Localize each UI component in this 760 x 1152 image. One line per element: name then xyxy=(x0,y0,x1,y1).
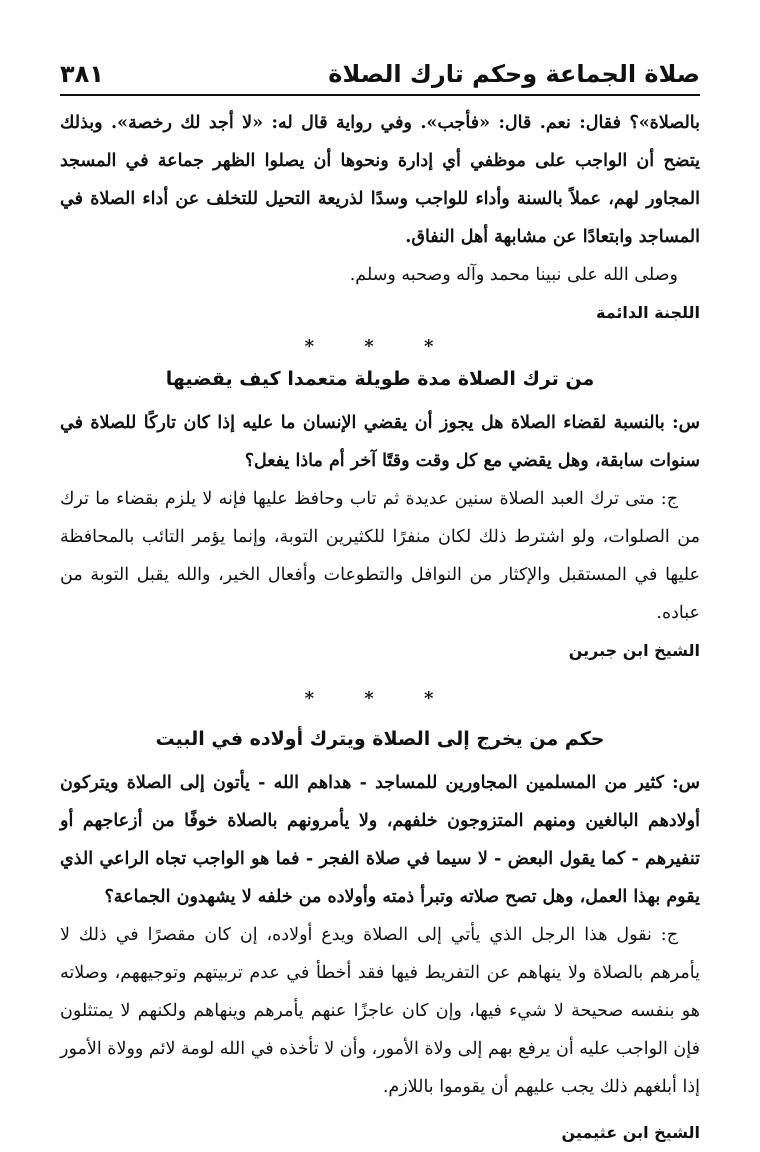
answer-paragraph: ج: نقول هذا الرجل الذي يأتي إلى الصلاة ويدع أولاده، إن كان مقصرًا في ذلك لا يأمرهم بالصلاة ولا ينهاهم عن التفريط فيها فقد أخطأ في عدم تربيتهم وتوجيههم، وصلاته هو بنفسه صحيحة لا شيء فيها، وإن كان عاجزًا عنهم يأمرهم وينهاهم ولكنهم لا يمتثلون فإن الواجب عليه أن يرفع بهم إلى ولاة الأمور، وأن لا تأخذه في الله لومة لائم وولاة الأمور إذا أبلغهم ذلك يجب عليهم أن يقوموا باللازم. xyxy=(60,925,700,1097)
section-heading: من ترك الصلاة مدة طويلة متعمدا كيف يقضيها xyxy=(165,368,595,390)
closing-prayer: وصلى الله على نبينا محمد وآله وصحبه وسلم. xyxy=(349,265,678,285)
book-page xyxy=(60,48,700,1152)
answer-paragraph: ج: متى ترك العبد الصلاة سنين عديدة ثم تاب وحافظ عليها فإنه لا يلزم بقضاء ما ترك من الصلوات، ولو اشترط ذلك لكان منفرًا للكثيرين التوبة، وإنما يؤمر التائب بالمحافظة عليها في المستقبل والإكثار من النوافل والتطوعات وأفعال الخير، والله يقبل التوبة من عباده. xyxy=(60,489,700,623)
section-separator: * * * xyxy=(304,688,456,709)
signature-ibn-uthaymeen: الشيخ ابن عثيمين xyxy=(561,1123,700,1142)
section-heading: حكم من يخرج إلى الصلاة ويترك أولاده في البيت xyxy=(155,728,605,750)
signature-ibn-jibreen: الشيخ ابن جبرين xyxy=(568,641,700,660)
page-header xyxy=(60,48,700,88)
question-paragraph: س: كثير من المسلمين المجاورين للمساجد - هداهم الله - يأتون إلى الصلاة ويتركون أولادهم البالغين ومنهم المتزوجون خلفهم، ولا يأمرونهم بالصلاة خوفًا من أزعاجهم أو تنفيرهم - كما يقول البعض - لا سيما في صلاة الفجر - فما هو الواجب تجاه الراعي الذي يقوم بهذا العمل، وهل تصح صلاته وتبرأ ذمته وأولاده من خلفه لا يشهدون الجماعة؟ xyxy=(60,773,700,907)
signature-committee: اللجنة الدائمة xyxy=(595,303,700,322)
section-separator: * * * xyxy=(304,336,456,357)
fatwa-paragraph: بالصلاة»؟ فقال: نعم. قال: «فأجب». وفي رواية قال له: «لا أجد لك رخصة». وبذلك يتضح أن الواجب على موظفي أي إدارة ونحوها أن يصلوا الظهر جماعة في المسجد المجاور لهم، عملاً بالسنة وأداء للواجب وسدًا لذريعة التحيل للتخلف عن أداء الصلاة في المساجد وابتعادًا عن مشابهة أهل النفاق. xyxy=(60,113,700,247)
page-number: ٣٨١ xyxy=(60,60,104,88)
running-title: صلاة الجماعة وحكم تارك الصلاة xyxy=(328,60,700,88)
question-paragraph: س: بالنسبة لقضاء الصلاة هل يجوز أن يقضي الإنسان ما عليه إذا كان تاركًا للصلاة في سنوات سابقة، وهل يقضي مع كل وقت وقتًا آخر أم ماذا يفعل؟ xyxy=(60,413,700,471)
